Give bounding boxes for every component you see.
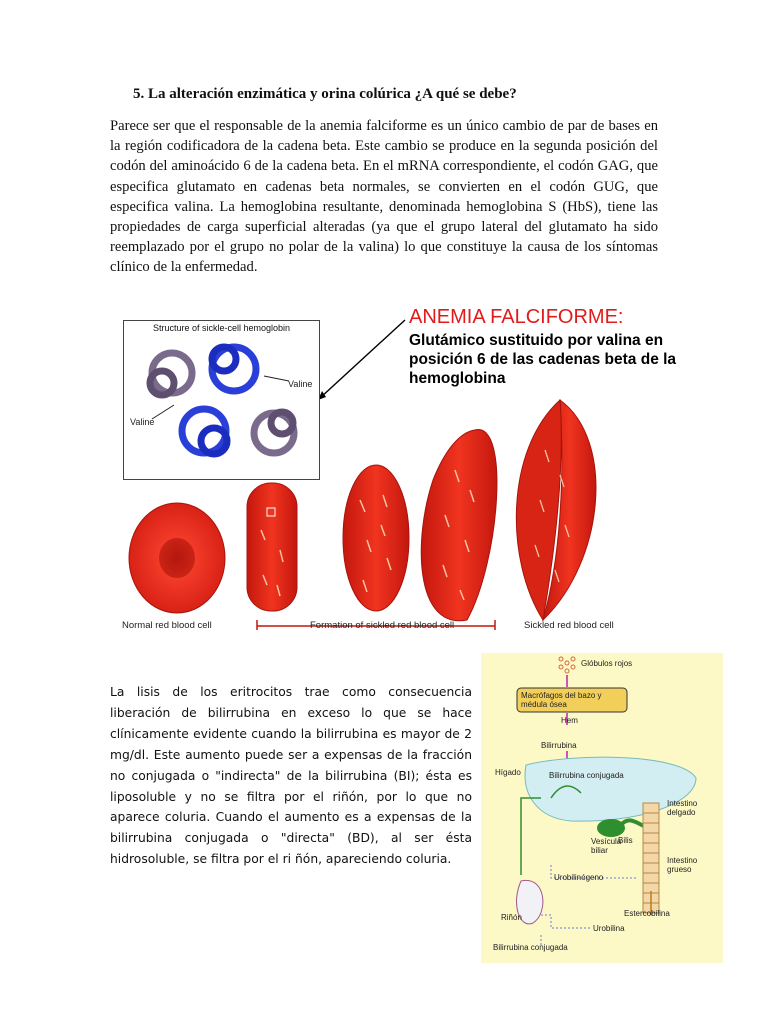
inset-title: Structure of sickle-cell hemoglobin [152,323,291,333]
label-bilirrubina-conjugada: Bilirrubina conjugada [549,771,624,780]
forming-cell-2 [343,465,409,611]
label-globulos: Glóbulos rojos [581,659,633,668]
paragraph-sickle-cell: Parece ser que el responsable de la anemia falciforme es un único cambio de par de bases en la región codificadora de la cadena beta. Este cambio se produce en la segunda posición del codón del aminoácido 6 de la cadena beta. En el mRNA correspondiente, el codón GAG, que especifica glutamato en cadenas beta normales, se convierten en el codón GUG, que especifica valina. La hemoglobina resultante, denominada hemoglobina S (HbS), tiene las propiedades de carga superficial alteradas (ya que el grupo lateral del glutamato ha sido reemplazado por el grupo no polar de la valina) lo que constituye la causa de los síntomas clínico de la enfermedad. [110,118,658,276]
label-bilirrubina: Bilirrubina [541,741,577,750]
label-higado: Hígado [495,768,521,777]
figure-subtitle: Glutámico sustituido por valina en posición 6 de las cadenas beta de la hemoglobina [409,332,677,387]
bilirubin-diagram [481,653,723,963]
label-hem: Hem [561,716,578,725]
label-formation: Formation of sickled red blood cell [310,620,455,631]
figure-title: ANEMIA FALCIFORME: [409,306,624,328]
label-intestino-grueso: Intestino grueso [667,856,698,874]
section-heading: 5. La alteración enzimática y orina colúrica ¿A qué se debe? [133,86,517,102]
label-macrofagos: Macrófagos del bazo y médula ósea [521,691,602,709]
paragraph-bilirubin: La lisis de los eritrocitos trae como consecuencia liberación de bilirrubina en exceso lo que se hace clínicamente evidente cuando la bilirrubina es mayor de 2 mg/dl. Este aumento puede ser a expensas de la fracción no conjugada o "indirecta" de la bilirrubina (BI); ésta es liposoluble y no se filtra por el riñón, por lo que no aparece coluria. Cuando el aumento es a expensas de la bilirrubina conjugada o "directa" (BD), al ser ésta hidrosoluble, se filtra por el ri ñón, apareciendo coluria. [110,685,472,867]
sickled-rbc [516,400,596,620]
label-urobilinogeno: Urobilinógeno [554,873,604,882]
forming-cell-3 [421,429,497,620]
label-rinon: Riñón [501,913,522,922]
label-intestino-delgado: Intestino delgado [667,799,698,817]
hemoglobin-structure-inset [123,320,320,480]
valine-label-2: Valine [130,417,155,427]
label-estercobilina: Estercobilina [624,909,670,918]
hemoglobin-molecules [124,321,319,479]
label-vesicula: Vesícula biliar [591,837,622,855]
pointer-arrow [320,320,405,398]
label-bilis: Bilis [618,836,633,845]
label-urobilina: Urobilina [593,924,625,933]
valine-label-1: Valine [288,379,313,389]
label-bilirrubina-conjugada-2: Bilirrubina conjugada [493,943,568,952]
label-normal-rbc: Normal red blood cell [122,620,212,631]
label-sickled-rbc: Sickled red blood cell [524,620,614,631]
forming-cell-1 [247,483,297,611]
